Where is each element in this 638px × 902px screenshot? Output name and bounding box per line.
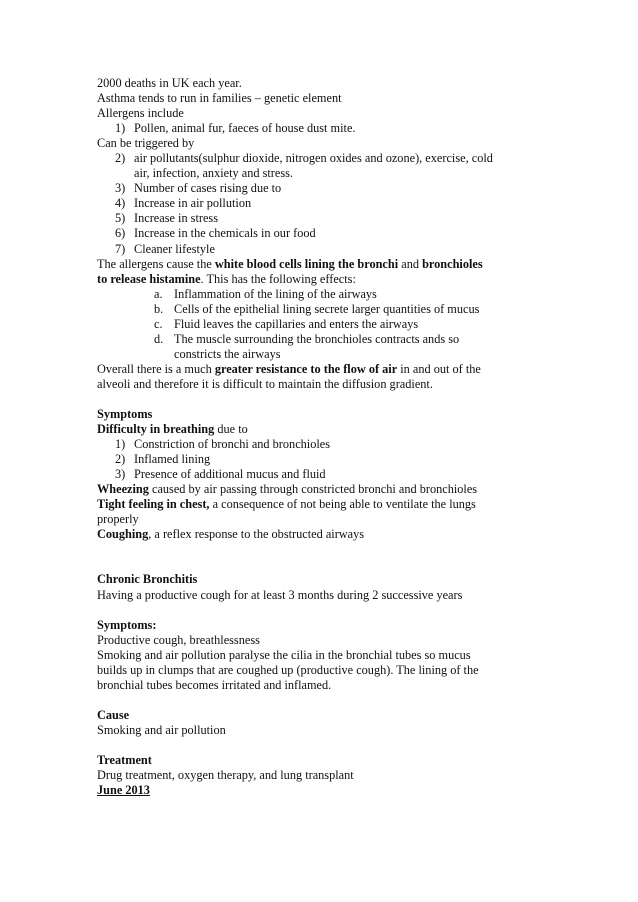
list-marker: 5) <box>115 211 126 226</box>
list-item <box>97 332 557 362</box>
list-item <box>97 317 557 332</box>
cause-heading: Cause <box>97 707 130 722</box>
wheezing-line <box>97 482 557 497</box>
list-item-text: Number of cases rising due to <box>134 181 282 196</box>
list-marker: a. <box>154 286 163 301</box>
text-run: due to <box>214 422 248 437</box>
text-run: in and out of the <box>397 361 481 376</box>
list-item-text: Cleaner lifestyle <box>134 241 215 256</box>
list-item-text: Fluid leaves the capillaries and enters the airways <box>174 316 419 331</box>
allergens-paragraph <box>97 257 557 272</box>
list-item-text: The muscle surrounding the bronchioles contracts ands so <box>174 331 460 346</box>
list-marker: 1) <box>115 121 126 136</box>
list-item-text: air pollutants(sulphur dioxide, nitrogen oxides and ozone), exercise, cold <box>134 151 493 166</box>
allergens-label: Allergens include <box>97 106 184 121</box>
bold-run: Wheezing <box>97 482 149 497</box>
list-item <box>97 302 557 317</box>
list-item <box>97 242 557 257</box>
text-run: , a reflex response to the obstructed airways <box>148 527 365 542</box>
tight-chest-line-cont: properly <box>97 512 139 527</box>
spacer <box>97 542 557 572</box>
list-item <box>97 437 557 452</box>
list-item <box>97 121 557 136</box>
list-marker: 1) <box>115 437 126 452</box>
list-item-text-cont: constricts the airways <box>174 346 281 361</box>
intro-deaths: 2000 deaths in UK each year. <box>97 76 242 90</box>
symptoms-heading: Symptoms <box>97 407 153 422</box>
list-item <box>97 287 557 302</box>
effects-list <box>97 287 557 362</box>
bold-run: Difficulty in breathing <box>97 422 215 437</box>
bronchitis-heading: Chronic Bronchitis <box>97 572 198 587</box>
bronchitis-symptoms-text: Productive cough, breathlessness <box>97 632 260 647</box>
list-marker: b. <box>154 301 164 316</box>
text-run: . This has the following effects: <box>200 271 356 286</box>
list-item-text: Presence of additional mucus and fluid <box>134 467 326 482</box>
overall-paragraph <box>97 362 557 377</box>
list-marker: 3) <box>115 181 126 196</box>
list-item-text: Cells of the epithelial lining secrete larger quantities of mucus <box>174 301 480 316</box>
list-marker: c. <box>154 316 163 331</box>
bold-run: bronchioles <box>422 256 483 271</box>
bronchitis-symptoms-heading: Symptoms: <box>97 617 157 632</box>
list-item <box>97 452 557 467</box>
list-item-text: Increase in air pollution <box>134 196 252 211</box>
list-item <box>97 211 557 226</box>
cause-text: Smoking and air pollution <box>97 722 226 737</box>
list-item-text: Constriction of bronchi and bronchioles <box>134 437 331 452</box>
document-page <box>97 76 557 798</box>
allergens-paragraph-cont <box>97 272 557 287</box>
date-heading: June 2013 <box>97 783 150 798</box>
bold-run: greater resistance to the flow of air <box>214 361 398 376</box>
coughing-line <box>97 527 557 542</box>
treatment-text: Drug treatment, oxygen therapy, and lung transplant <box>97 768 354 783</box>
text-run: and <box>398 256 423 271</box>
text-run: a consequence of not being able to ventilate the lungs <box>209 497 476 512</box>
list-marker: 7) <box>115 241 126 256</box>
text-run: caused by air passing through constricted bronchi and bronchioles <box>148 482 478 497</box>
bronchitis-definition: Having a productive cough for at least 3 months during 2 successive years <box>97 587 463 602</box>
spacer <box>97 738 557 753</box>
spacer <box>97 693 557 708</box>
bold-run: Tight feeling in chest, <box>97 497 210 512</box>
list-item <box>97 467 557 482</box>
list-item-text: Increase in the chemicals in our food <box>134 226 316 241</box>
list-item-text: Inflamed lining <box>134 452 211 467</box>
list-item <box>97 151 557 181</box>
bold-run: to release histamine <box>97 271 201 286</box>
bold-run: Coughing <box>97 527 149 542</box>
bronchitis-paragraph-cont: bronchial tubes becomes irritated and inflamed. <box>97 677 332 692</box>
bronchitis-paragraph: Smoking and air pollution paralyse the cilia in the bronchial tubes so mucus <box>97 647 471 662</box>
list-item-text: Inflammation of the lining of the airways <box>174 286 377 301</box>
intro-family: Asthma tends to run in families – genetic element <box>97 91 342 106</box>
triggers-list <box>97 151 557 256</box>
list-item <box>97 181 557 196</box>
tight-chest-line <box>97 497 557 512</box>
list-item-text: Increase in stress <box>134 211 218 226</box>
list-item <box>97 196 557 211</box>
overall-paragraph-cont: alveoli and therefore it is difficult to maintain the diffusion gradient. <box>97 376 433 391</box>
spacer <box>97 392 557 407</box>
list-marker: 4) <box>115 196 126 211</box>
list-marker: 3) <box>115 467 126 482</box>
list-item <box>97 226 557 241</box>
list-marker: 6) <box>115 226 126 241</box>
bronchitis-paragraph-cont: builds up in clumps that are coughed up (productive cough). The lining of the <box>97 662 479 677</box>
list-item-text-cont: air, infection, anxiety and stress. <box>134 166 293 181</box>
spacer <box>97 603 557 618</box>
text-run: The allergens cause the <box>97 256 215 271</box>
difficulty-causes-list <box>97 437 557 482</box>
list-marker: 2) <box>115 151 126 166</box>
list-item-text: Pollen, animal fur, faeces of house dust mite. <box>134 121 356 136</box>
difficulty-line <box>97 422 557 437</box>
triggered-label: Can be triggered by <box>97 136 195 151</box>
allergens-list <box>97 121 557 136</box>
treatment-heading: Treatment <box>97 753 152 768</box>
bold-run: white blood cells lining the bronchi <box>214 256 399 271</box>
list-marker: 2) <box>115 452 126 467</box>
text-run: Overall there is a much <box>97 361 215 376</box>
list-marker: d. <box>154 331 164 346</box>
